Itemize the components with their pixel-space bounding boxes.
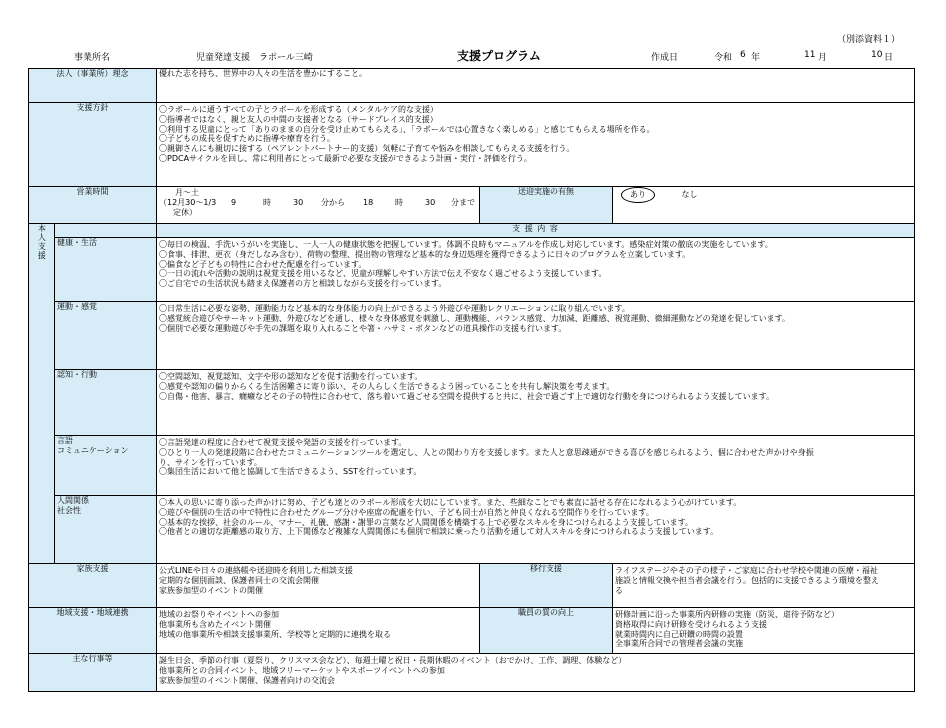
hours-content (157, 187, 480, 224)
family-transition-row (29, 564, 915, 608)
events-line: 他事業所との合同イベント、地域フリーマーケットやスポーツイベントへの参加 (159, 665, 445, 675)
support-row-health (29, 238, 915, 302)
support-line: 〇毎日の検温、手洗いうがいを実施し、一人一人の健康状態を把握しています。体調不良時もマニュアルを作成し対応しています。感染症対策の徹底の実施をしています。 (159, 240, 773, 249)
policy-line: 〇利用する児童にとって「ありのままの自分を受け止めてもらえる」、「ラポールでは心置きなく楽しめる」と感じてもらえる場所を作る。 (159, 124, 655, 134)
events-row (29, 654, 915, 692)
transition-content (613, 564, 915, 608)
hours-open-min: 30 (293, 198, 304, 207)
office-label: 事業所名 (74, 53, 111, 63)
transition-line: ライフステージやその子の様子・ご家庭に合わせ学校や関連の医療・福祉 (615, 566, 878, 575)
community-line: 地域のお祭りやイベントへの参加 (159, 610, 279, 619)
support-line: 〇自傷・他害、暴言、癇癪などその子の特性に合わせて、落ち着いて過ごせる空間を提供すると共に、社会で過ごす上で適切な行動を身につけられるよう支援しています。 (159, 391, 775, 401)
support-row-cognition (29, 370, 915, 436)
policy-content (157, 103, 915, 187)
support-content-motor (157, 302, 915, 370)
date-era: 令和 (714, 53, 733, 63)
staff-label: 職員の質の向上 (480, 608, 613, 654)
hours-days: 月～土 (175, 188, 199, 197)
family-content (157, 564, 480, 608)
date-day: 10 (871, 50, 883, 60)
date-year: 6 (740, 50, 746, 60)
support-section-title: 支 援 内 容 (157, 224, 915, 238)
support-line: 〇感覚や認知の偏りからくる生活困難さに寄り添い、その人らしく生活できるよう困っていることを共有し解決策を考えます。 (159, 381, 615, 391)
support-title-row (29, 224, 915, 238)
staff-content (613, 608, 915, 654)
support-row-social (29, 496, 915, 564)
support-content-social (157, 496, 915, 564)
support-line: 〇個別で必要な運動遊びや手先の課題を取り入れることや箸・ハサミ・ボタンなどの道具操作の支援も行います。 (159, 323, 567, 333)
hours-until-text: 分まで (451, 198, 475, 207)
philosophy-label: 法人（事業所）理念 (29, 69, 157, 103)
support-content-language (157, 436, 915, 496)
policy-line: 〇子どもの成長を促すために指導や療育を行う。 (159, 134, 335, 144)
hours-row (29, 187, 915, 224)
transition-line: る (615, 585, 623, 595)
hours-label: 営業時間 (29, 187, 157, 224)
support-line: 〇遊びや個別の生活の中で特性に合わせたグループ分けや座席の配慮を行い、子ども同士が自然と仲良くなれる空間作りを行っています。 (159, 507, 654, 517)
support-label-language: 言語 コミュニケーション (55, 436, 157, 496)
support-line: 〇一日の流れや活動の説明は視覚支援を用いるなど、児童が理解しやすい方法で伝え不安なく過ごせるよう支援しています。 (159, 269, 607, 279)
family-line: 定期的な個別面談、保護者同士の交流会開催 (159, 575, 319, 585)
page-title: 支援プログラム (457, 49, 541, 63)
date-day-unit: 日 (884, 53, 894, 63)
hours-from-text: 分から (321, 198, 345, 207)
hours-days-note: （12月30～1/3 (159, 198, 217, 207)
support-row-motor (29, 302, 915, 370)
hours-open-hour: 9 (231, 198, 237, 207)
support-line: 〇偏食など子どもの特性に合わせた配慮を行っています。 (159, 259, 367, 269)
staff-line: 全事業所合同での管理者会議の実施 (615, 639, 743, 649)
hours-hour-unit-1: 時 (263, 198, 271, 207)
date-month-unit: 月 (818, 53, 828, 63)
personal-support-label (29, 224, 55, 564)
transition-label: 移行支援 (480, 564, 613, 608)
support-line: 〇食事、排泄、更衣（身だしなみ含む）、荷物の整理、提出物の管理など基本的な身辺処理を獲得できるように日々のプログラムを立案しています。 (159, 249, 691, 259)
hours-days-note2: 定休） (173, 208, 197, 217)
policy-line: 〇親御さんにも親切に接する（ペアレントパートナー的支援）気軽に子育てや悩みを相談してもらえる支援を行う。 (159, 144, 575, 154)
support-label-motor: 運動・感覚 (55, 302, 157, 370)
support-line: 〇空間認知、視覚認知、文字や形の認知などを促す活動を行っています。 (159, 372, 423, 381)
support-label-health: 健康・生活 (55, 238, 157, 302)
support-line: 〇言語発達の程度に合わせて視覚支援や発語の支援を行っています。 (159, 438, 407, 447)
date-label: 作成日 (651, 53, 679, 63)
hours-close-min: 30 (425, 198, 436, 207)
transport-yes-circled: あり (621, 187, 655, 203)
family-label: 家族支援 (29, 564, 157, 608)
support-content-health (157, 238, 915, 302)
staff-line: 研修計画に沿った事業所内研修の実施（防災、虐待予防など） (615, 610, 839, 619)
date-month: 11 (804, 50, 816, 60)
support-line: 〇感覚統合遊びやサーキット運動、外遊びなどを通し、様々な身体感覚を刺激し、運動機能、バランス感覚、力加減、距離感、視覚運動、微細運動などの発達を促しています。 (159, 313, 790, 323)
policy-row (29, 103, 915, 187)
transport-no: なし (681, 190, 698, 199)
office-name: 児童発達支援 ラポール三崎 (196, 53, 313, 63)
policy-label: 支援方針 (29, 103, 157, 187)
support-line: り、サインを行っています。 (159, 457, 262, 467)
hours-hour-unit-2: 時 (395, 198, 403, 207)
hours-close-hour: 18 (363, 198, 374, 207)
support-line: 〇日常生活に必要な姿勢、運動能力など基本的な身体能力の向上ができるよう外遊びや運動レクリエーションに取り組んでいます。 (159, 304, 630, 313)
transport-label: 送迎実施の有無 (480, 187, 613, 224)
events-content (157, 654, 915, 692)
community-line: 他事業所も含めたイベント開催 (159, 619, 271, 629)
community-content (157, 608, 480, 654)
support-program-table (28, 68, 915, 692)
policy-line: 〇指導者ではなく、親と友人の中間の支援者となる（サードプレイス的支援） (159, 114, 438, 124)
support-label-cognition: 認知・行動 (55, 370, 157, 436)
support-line: 〇他者との適切な距離感の取り方、上下関係など複雑な人間関係にも個別で相談に乗ったり活動を通して対人スキルを身につけられるよう支援しています。 (159, 527, 719, 537)
policy-line: 〇PDCAサイクルを回し、常に利用者にとって最新で必要な支援ができるよう計画・実行・評価を行う。 (159, 153, 532, 163)
staff-line: 資格取得に向け研修を受けられるよう支援 (615, 619, 767, 629)
attachment-label: （別添資料１） (837, 35, 901, 45)
support-line: 〇集団生活において他と協調して生活できるよう、SSTを行っています。 (159, 467, 422, 477)
support-line: 〇基本的な挨拶、社会のルール、マナー、礼儀、感謝・謝罪の言葉など人間関係を構築する上で必要なスキルを身につけられるよう支援しています。 (159, 517, 693, 527)
staff-line: 就業時間内に自己研鑽の時間の設置 (615, 629, 743, 639)
events-label: 主な行事等 (29, 654, 157, 692)
events-line: 家族参加型のイベント開催、保護者向けの交流会 (159, 675, 335, 685)
support-line: 〇ひとり一人の発達段階に合わせたコミュニケーションツールを選定し、人との関わり方を支援します。また人と意思疎通ができる喜びを感じられるよう、個に合わせた声かけや身振 (159, 447, 814, 457)
transport-content (613, 187, 915, 224)
support-title-blank (55, 224, 157, 238)
personal-support-label-text: 本人支援 (37, 224, 47, 260)
philosophy-row (29, 69, 915, 103)
family-line: 家族参加型のイベントの開催 (159, 585, 263, 595)
support-row-language (29, 436, 915, 496)
philosophy-text: 優れた志を持ち、世界中の人々の生活を豊かにすること。 (157, 69, 915, 103)
policy-line: 〇ラポールに通うすべての子とラポールを形成する（メンタルケア的な支援） (159, 105, 439, 114)
support-content-cognition (157, 370, 915, 436)
support-line: 〇ご自宅での生活状況も踏まえ保護者の方と相談しながら支援を行っています。 (159, 279, 447, 289)
community-line: 地域の他事業所や相談支援事業所、学校等と定期的に連携を取る (159, 629, 391, 639)
date-year-unit: 年 (751, 53, 761, 63)
events-line: 誕生日会、季節の行事（夏祭り、クリスマス会など）、毎週土曜と祝日・長期休暇のイベント（おでかけ、工作、調理、体験など） (159, 656, 627, 665)
community-label: 地域支援・地域連携 (29, 608, 157, 654)
transition-line: 施設と情報交換や担当者会議を行う。包括的に支援できるよう環境を整え (615, 575, 879, 585)
support-line: 〇本人の思いに寄り添った声かけに努め、子ども達とのラポール形成を大切にしています。また、些細なことでも素直に話せる存在になれるよう心がけています。 (159, 498, 742, 507)
community-staff-row (29, 608, 915, 654)
support-label-social: 人間関係 社会性 (55, 496, 157, 564)
family-line: 公式LINEや日々の連絡帳や送迎時を利用した相談支援 (159, 566, 353, 575)
